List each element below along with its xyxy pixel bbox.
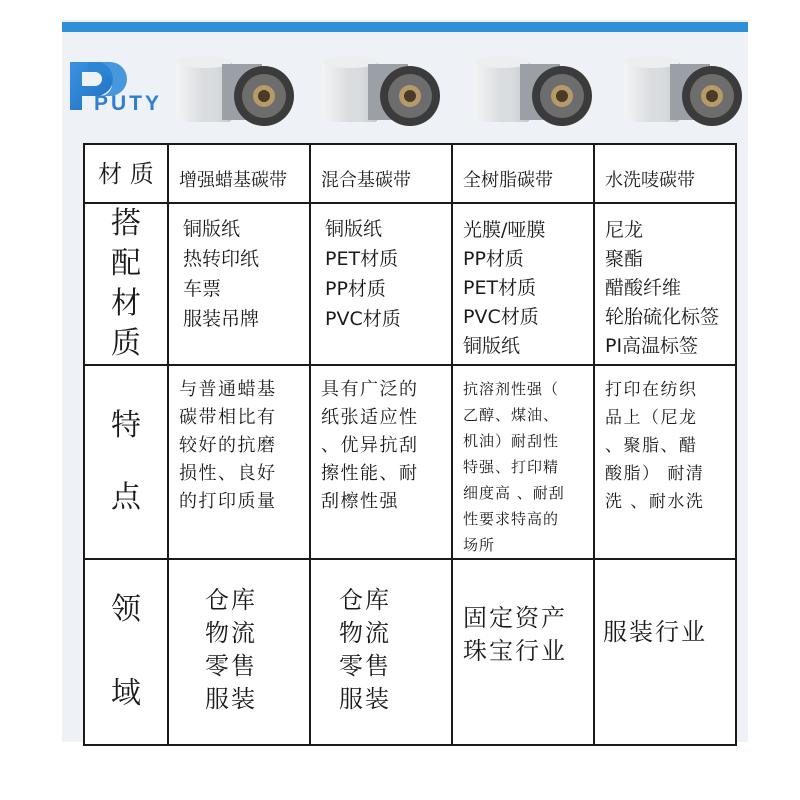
header-row	[84, 144, 736, 203]
list-item: 热转印纸	[183, 248, 260, 270]
features-cell: 具有广泛的 纸张适应性 、优异抗刮 擦性能、耐 刮檫性强	[310, 365, 452, 559]
compat-cell	[168, 203, 310, 365]
fields-cell: 仓库 物流 零售 服装	[310, 559, 452, 745]
features-row	[84, 365, 736, 559]
list-item: PET材质	[463, 277, 537, 299]
fields-cell: 固定资产 珠宝行业	[452, 559, 594, 745]
list-item: 铜版纸	[325, 218, 383, 240]
features-cell: 抗溶剂性强（ 乙醇、煤油、 机油）耐刮性 特强、打印精 细度高 、耐刮 性要求特高的 场所	[452, 365, 594, 559]
brand-name: PUTY	[94, 92, 163, 115]
fields-row	[84, 559, 736, 745]
ribbon-roll-image-4	[620, 50, 748, 130]
column-header: 混合基碳带	[310, 144, 452, 203]
compat-cell	[310, 203, 452, 365]
column-header: 全树脂碳带	[452, 144, 594, 203]
compat-row	[84, 203, 736, 365]
list-item: 铜版纸	[463, 335, 521, 357]
list-item: PP材质	[463, 248, 524, 270]
ribbon-roll-image-3	[470, 50, 598, 130]
column-header: 水洗唛碳带	[594, 144, 736, 203]
list-item: PVC材质	[325, 308, 401, 330]
list-item: PET材质	[325, 248, 399, 270]
list-item: PVC材质	[463, 306, 539, 328]
ribbon-roll-image-1	[172, 50, 300, 130]
list-item: PI高温标签	[605, 335, 699, 357]
top-accent-bar	[62, 22, 748, 32]
material-header: 材 质	[84, 144, 168, 203]
compat-label: 搭 配 材 质	[84, 203, 168, 365]
features-label: 特 点	[84, 365, 168, 559]
compat-cell	[594, 203, 736, 365]
list-item: 铜版纸	[183, 218, 241, 240]
list-item: 光膜/哑膜	[463, 219, 546, 241]
ribbon-roll-image-2	[318, 50, 446, 130]
fields-cell: 服装行业	[594, 559, 736, 745]
features-cell: 打印在纺织 品上（尼龙 、聚脂、醋 酸脂） 耐清 洗 、耐水洗	[594, 365, 736, 559]
list-item: 尼龙	[605, 219, 644, 241]
fields-cell: 仓库 物流 零售 服装	[168, 559, 310, 745]
ribbon-comparison-table	[83, 143, 737, 746]
list-item: 聚酯	[605, 248, 644, 270]
list-item: 轮胎硫化标签	[605, 306, 720, 328]
list-item: PP材质	[325, 278, 386, 300]
list-item: 服装吊牌	[183, 308, 260, 330]
list-item: 车票	[183, 278, 222, 300]
list-item: 醋酸纤维	[605, 277, 682, 299]
column-header: 增强蜡基碳带	[168, 144, 310, 203]
compat-cell	[452, 203, 594, 365]
fields-label: 领 域	[84, 559, 168, 745]
features-cell: 与普通蜡基 碳带相比有 较好的抗磨 损性、良好 的打印质量	[168, 365, 310, 559]
